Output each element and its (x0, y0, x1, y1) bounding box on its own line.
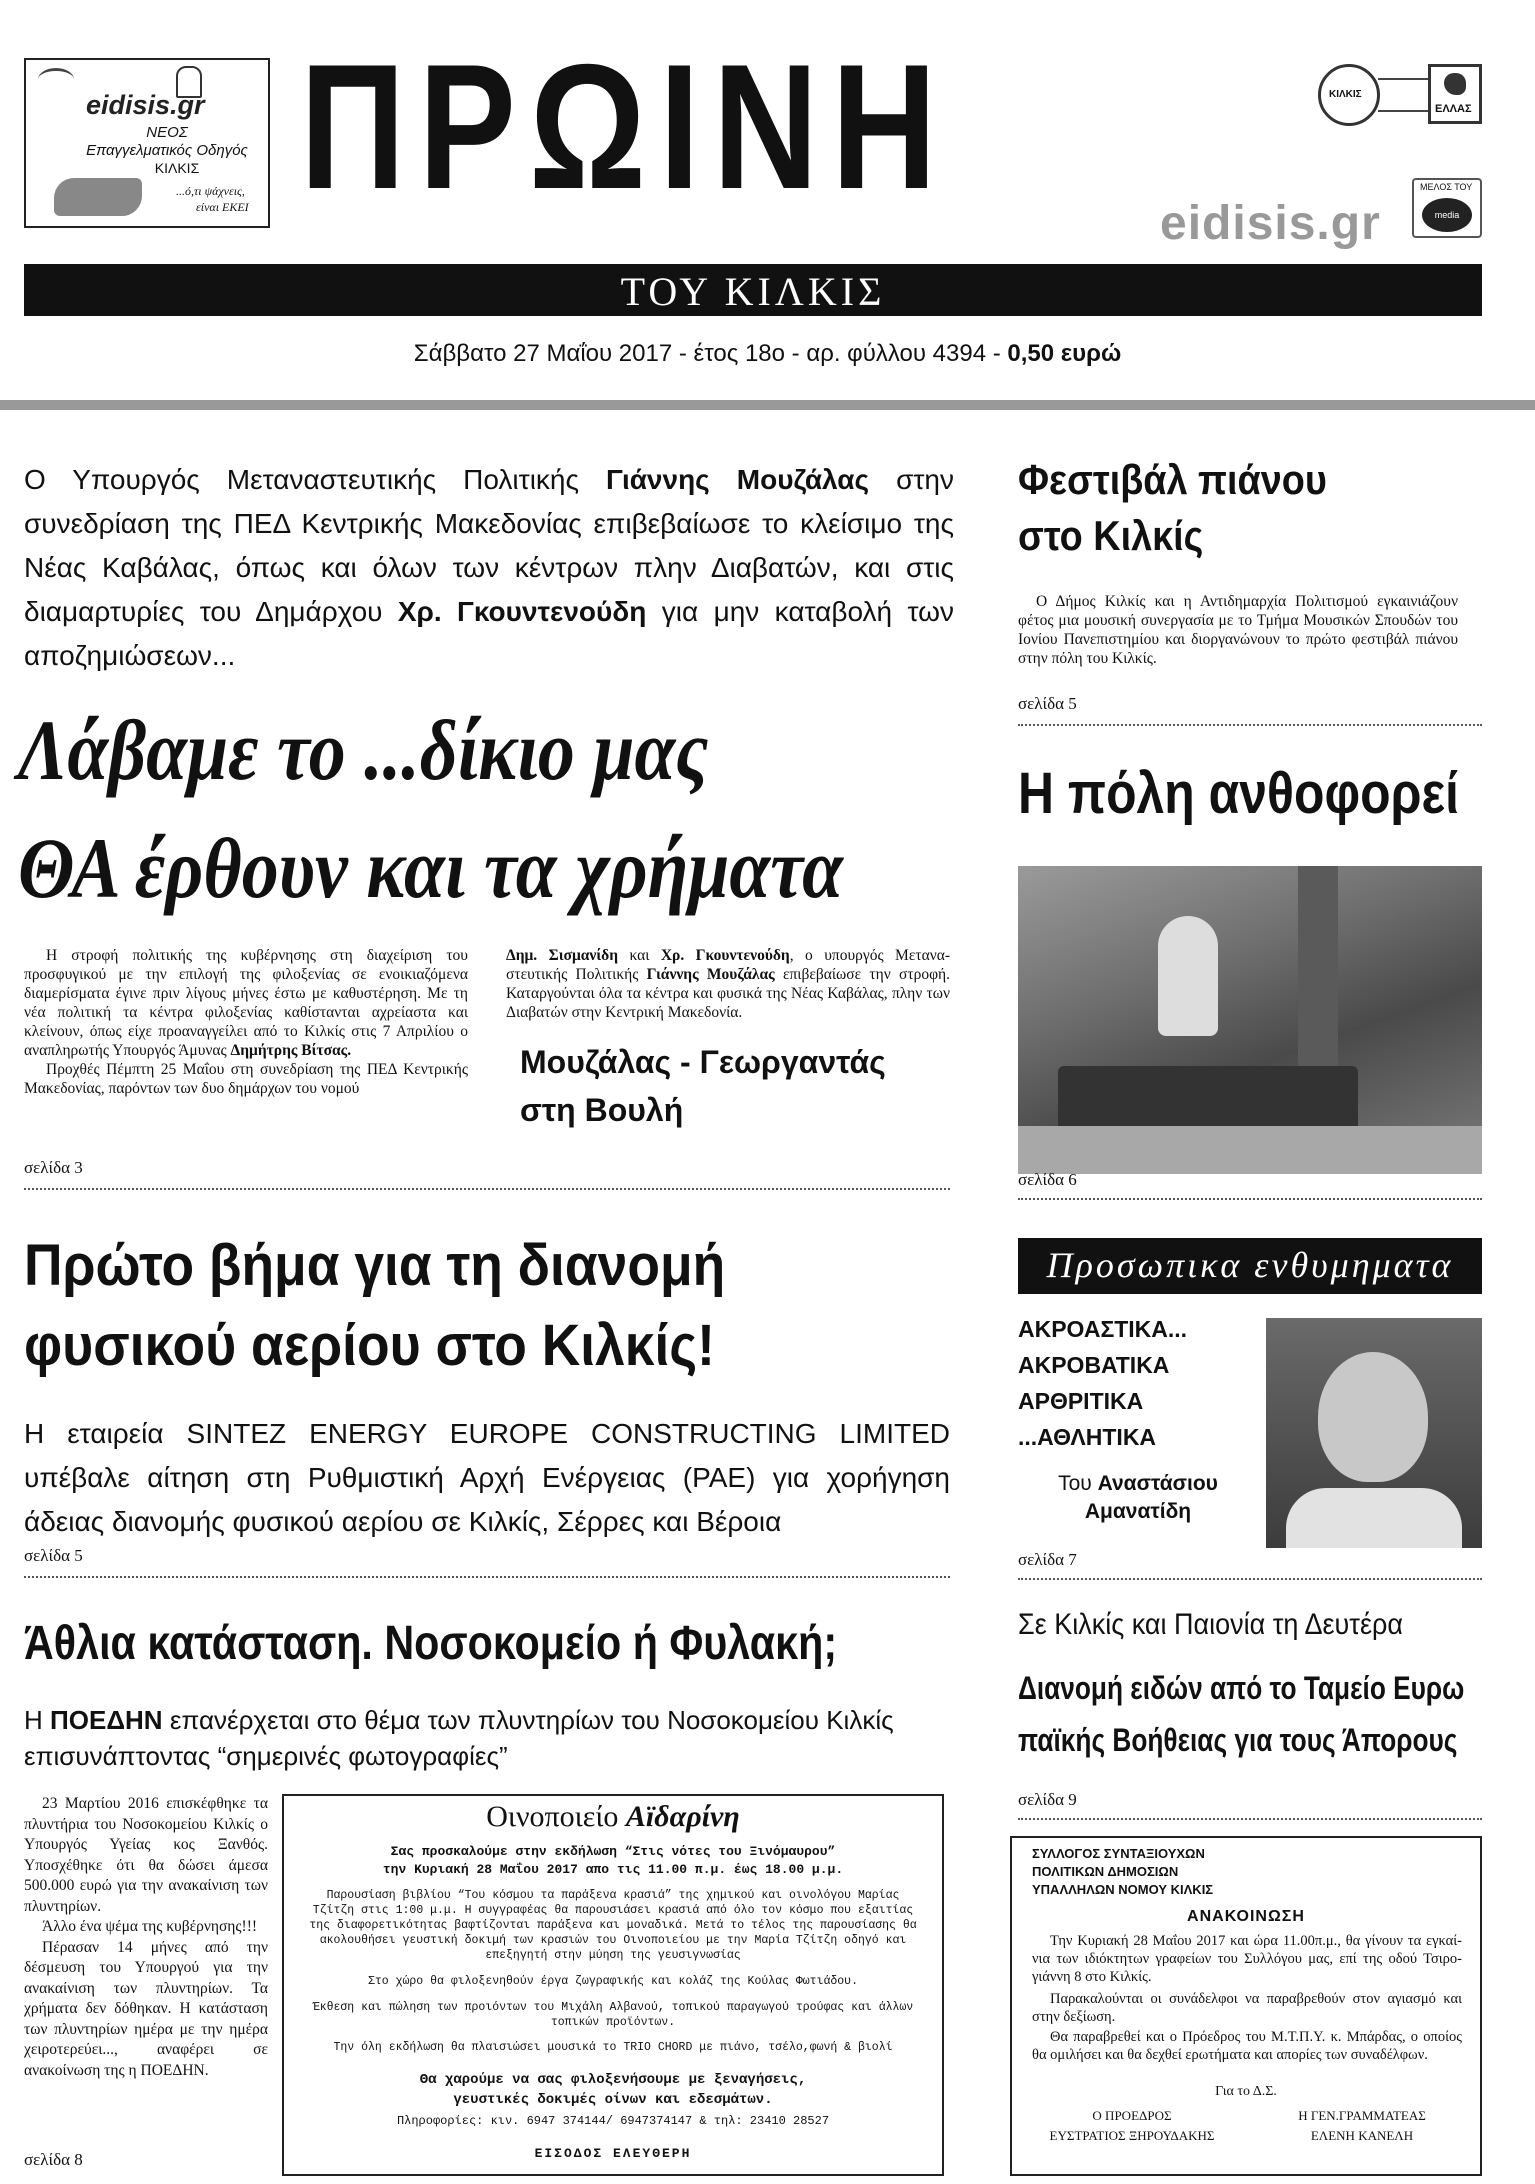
hospital-body (24, 1794, 268, 2081)
lead-col2 (506, 946, 950, 1022)
column-author-prefix: Του (1058, 1472, 1098, 1495)
stamp-hellas-icon (1428, 64, 1482, 124)
site-watermark: eidisis.gr (1160, 197, 1381, 250)
distribution-headline-2: παϊκής Βοήθειας για τους Άπορους (1018, 1722, 1458, 1758)
column-line3: ΑΡΘΡΙΤΙΚΑ (1018, 1388, 1144, 1414)
winery-entry: ΕΙΣΟΔΟΣ ΕΛΕΥΘΕΡΗ (534, 2146, 692, 2161)
column-line2: ΑΚΡΟΒΑΤΙΚΑ (1018, 1352, 1170, 1378)
column-divider (1018, 1578, 1482, 1580)
festival-body: Ο Δήμος Κιλκίς και η Αντιδημαρχία Πολιτισμού εγκαινιάζουν φέτος μια μουσική συνεργασία με το Τμήμα Μουσικών Σπουδών του Ιονίου Πανεπιστημίου και διοργανώνουν το πρώτο φεστιβάλ πιάνου στην πόλη του Κιλκίς. (1018, 593, 1458, 667)
festival-headline-2: στο Κιλκίς (1018, 512, 1204, 559)
festival-page-ref[interactable]: σελίδα 5 (1018, 694, 1077, 713)
logo-line2: Επαγγελματικός Οδηγός (86, 142, 248, 159)
logo-line3: ΚΙΛΚΙΣ (154, 160, 200, 176)
logo-line5: είναι ΕΚΕΙ (196, 200, 249, 214)
gas-divider (24, 1576, 950, 1578)
portrait-shirt (1286, 1488, 1462, 1548)
member-label: ΜΕΛΟΣ ΤΟΥ (1420, 182, 1473, 192)
lead-intro-name1: Γιάννης Μουζάλας (606, 464, 870, 495)
winery-contact: Πληροφορίες: κιν. 6947 374144/ 6947374147 & τηλ: 23410 28527 (396, 2114, 830, 2128)
winery-title (284, 1800, 942, 1834)
gas-body: Η εταιρεία SINTEZ ENERGY EUROPE CONSTRUCTING LIMITED υπέβαλε αίτηση στη Ρυθμιστική Αρχή Ενέργειας (ΡΑΕ) για χορήγηση άδειας διανομής φυσικού αερίου σε Κιλκίς, Σέρρες και Βέροια (24, 1418, 950, 1537)
union-org-3: ΥΠΑΛΛΗΛΩΝ ΝΟΜΟΥ ΚΙΛΚΙΣ (1032, 1882, 1214, 1897)
member-logo: media (1422, 198, 1472, 232)
www-arc (38, 68, 74, 91)
hospital-body-2: Άλλο ένα ψέμα της κυβέρνησης!!! (42, 1918, 258, 1935)
column-banner-text: Προσωπικα ενθυμηματα (1046, 1245, 1454, 1285)
photo-person (1158, 916, 1218, 1036)
hospital-intro-a: Η (24, 1705, 50, 1735)
lead-intro-name2: Χρ. Γκουντενούδη (397, 596, 647, 627)
hospital-headline: Άθλια κατάσταση. Νοσοκομείο ή Φυλακή; (24, 1617, 838, 1670)
photo-pavement (1018, 1126, 1482, 1174)
member-box (1412, 178, 1482, 238)
hospital-intro-org: ΠΟΕΔΗΝ (50, 1705, 163, 1735)
union-org-2: ΠΟΛΙΤΙΚΩΝ ΔΗΜΟΣΙΩΝ (1032, 1864, 1179, 1879)
lead-col1-text: Η στροφή πολιτικής της κυβέρνησης στη διαχείριση του προσφυγικού με την επιλογή της φιλοξενίας σε ενοικιαζόμενα διαμερίσματα έγινε πριν λίγους μήνες έστω με καθυστέρηση. Με τη νέα πολιτική τα κέντρα φιλοξενίας καθίστανται αχρείαστα και κλείνουν, όπως είχε προαναγγείλει από το Κιλκίς στις 7 Απριλίου ο αναπληρωτής Υπουργός Άμυνας (24, 947, 468, 1059)
ad-box-eidisis[interactable] (24, 58, 270, 228)
winery-invite-2: την Κυριακή 28 Μαΐου 2017 απο τις 11.00 π.μ. έως 18.00 μ.μ. (382, 1862, 844, 1877)
column-author-last: Αμανατίδη (1084, 1500, 1192, 1523)
lead-col2-b: , ο υπουργός Μεταναστευτικής Πολιτικής (506, 947, 950, 983)
winery-ad[interactable] (282, 1794, 944, 2176)
union-name-left: ΕΥΣΤΡΑΤΙΟΣ ΞΗΡΟΥΔΑΚΗΣ (1049, 2128, 1215, 2143)
winery-invite-1: Σας προσκαλούμε στην εκδήλωση “Στις νότες του Ξινόμαυρου” (390, 1844, 836, 1859)
lead-subhead-2: στη Βουλή (520, 1092, 684, 1128)
portrait-face (1318, 1352, 1428, 1482)
column-author-first: Αναστάσιου (1097, 1472, 1218, 1495)
dateline-text: Σάββατο 27 Μαΐου 2017 - έτος 18ο - αρ. φύλλου 4394 - (413, 340, 1001, 367)
distribution-kicker: Σε Κιλκίς και Παιονία τη Δευτέρα (1018, 1608, 1403, 1641)
winery-title-b: Αϊδαρίνη (625, 1800, 740, 1833)
city-page-ref[interactable]: σελίδα 6 (1018, 1170, 1077, 1189)
masthead-rule (0, 400, 1535, 410)
logo-site: eidisis.gr (86, 90, 205, 120)
union-p1: Την Κυριακή 28 Μαΐου 2017 και ώρα 11.00π.μ., θα γίνουν τα εγκαίνια των ιδιόκτητων γραφείων του Συλλόγου μας, επί της οδού Τσιρογιάννη 8 στο Κιλκίς. (1032, 1933, 1462, 1985)
hellas-bird-icon (1444, 73, 1466, 95)
union-name-right: ΕΛΕΝΗ ΚΑΝΕΛΗ (1310, 2128, 1414, 2143)
hospital-intro-b: επανέρχεται στο θέμα των πλυντηρίων του Νοσοκομείου Κιλκίς επισυνάπτοντας “σημερινές φωτογραφίες” (24, 1705, 894, 1771)
lead-intro (24, 458, 954, 678)
handshake-icon (54, 178, 142, 216)
logo-line1: ΝΕΟΣ (146, 124, 188, 141)
union-title: ΑΝΑΚΟΙΝΩΣΗ (1187, 1908, 1305, 1925)
stamp-kilkis-text: ΚΙΛΚΙΣ (1329, 89, 1362, 100)
union-role-left: Ο ΠΡΟΕΔΡΟΣ (1092, 2108, 1172, 2123)
column-line1: ΑΚΡΟΑΣΤΙΚΑ... (1018, 1316, 1188, 1342)
gas-headline-2: φυσικού αερίου στο Κιλκίς! (24, 1313, 715, 1378)
distribution-headline-1: Διανομή ειδών από το Ταμείο Ευρω (1018, 1670, 1465, 1706)
union-notice (1010, 1836, 1482, 2176)
logo-line4: ...ό,τι ψάχνεις, (176, 184, 245, 198)
stamp-hellas-text: ΕΛΛΑΣ (1435, 103, 1472, 115)
winery-p1: Παρουσίαση βιβλίου “Του κόσμου τα παράξενα κρασιά” της χημικού και οινολόγου Μαρίας Τζίτζη στις 1:00 μ.μ. Η συγγραφέας θα παρουσιάσει κρασιά από όλο τον κόσμο που εξαιτίας της διαφορετικότητας βαφτίζονται παράξενα και μοναδικά. Μετά το τέλος της παρουσίασης θα ακολουθήσει γευστική δοκιμή των κρασιών του Οινοποιείου με την Μαρία Τζίτζη οδηγό και επεξηγητή στην μύηση της γευσιγνωσίας (309, 1889, 917, 1962)
union-p3: Θα παραβρεθεί και ο Πρόεδρος του Μ.Τ.Π.Υ. κ. Μπάρδας, ο οποίος θα ομιλήσει και θα δεχθεί ερωτήματα και απορίες των συναδέλφων. (1032, 2029, 1462, 2063)
postmark-lines (1378, 78, 1428, 112)
festival-divider (1018, 724, 1482, 726)
column-banner (1018, 1238, 1482, 1294)
union-role-right: Η ΓΕΝ.ΓΡΑΜΜΑΤΕΑΣ (1298, 2108, 1426, 2123)
city-photo (1018, 866, 1482, 1174)
column-author (1018, 1470, 1258, 1526)
gas-headline-1: Πρώτο βήμα για τη διανομή (24, 1233, 726, 1298)
author-portrait (1266, 1318, 1482, 1548)
city-divider (1018, 1198, 1482, 1200)
dateline (0, 340, 1535, 368)
lead-col2-name1: Δημ. Σισμανίδη (506, 947, 619, 964)
hospital-intro (24, 1702, 950, 1774)
winery-closing-2: γευστικές δοκιμές οίνων και εδεσμάτων. (453, 2092, 773, 2108)
city-headline: Η πόλη ανθοφορεί (1018, 761, 1459, 826)
column-page-ref[interactable]: σελίδα 7 (1018, 1550, 1077, 1569)
winery-p2: Στο χώρο θα φιλοξενηθούν έργα ζωγραφικής και κολάζ της Κούλας Φωτιάδου. (368, 1975, 858, 1988)
lead-col1-name: Δημήτρης Βίτσας. (230, 1042, 352, 1059)
hospital-body-1: 23 Μαρτίου 2016 επισκέφθηκε τα πλυντήρια του Νοσοκομείου Κιλκίς ο Υπουργός Υγείας κος Ξανθός. Υποσχέθηκε ότι θα δώσει άμεσα 500.000 ευρώ για την ανακαίνιση των πλυντηρίων. (24, 1795, 268, 1915)
subtitle: ΤΟΥ ΚΙΛΚΙΣ (620, 269, 886, 314)
hospital-body-3: Πέρασαν 14 μήνες από την δέσμευση του Υπουργού για την ανακαίνιση των πλυντηρίων. Τα χρήματα δεν δόθηκαν. Η κατάσταση των πλυντηρίων ημέρα με την ημέρα χειροτερεύει..., αναφέρει σε ανακοίνωση της η ΠΟΕΔΗΝ. (24, 1938, 268, 2079)
lead-page-ref[interactable]: σελίδα 3 (24, 1158, 83, 1177)
subtitle-bar (24, 264, 1482, 316)
union-org-1: ΣΥΛΛΟΓΟΣ ΣΥΝΤΑΞΙΟΥΧΩΝ (1032, 1846, 1205, 1861)
stamp-kilkis-icon (1318, 64, 1380, 126)
lead-headline-1: Λάβαμε το ...δίκιο μας (18, 702, 709, 798)
lead-col1-text-b: Προχθές Πέμπτη 25 Μαΐου στη συνεδρίαση της ΠΕΔ Κεντρικής Μακεδονίας, παρόντων των δυο δημάρχων του νομού (24, 1061, 468, 1097)
distribution-divider (1018, 1818, 1482, 1820)
lead-col2-name2: Χρ. Γκουντενούδη (660, 947, 790, 964)
lead-intro-3: για μην καταβολή των αποζημιώσεων... (24, 596, 954, 671)
union-for: Για το Δ.Σ. (1215, 2084, 1277, 2099)
price: 0,50 ευρώ (1007, 340, 1122, 367)
winery-title-a: Οινοποιείο (486, 1800, 626, 1833)
lead-divider (24, 1188, 950, 1190)
lead-col2-c: επιβεβαίωσε την στροφή. Καταργούνται όλα τα κέντρα και φυσικά της Νέας Καβάλας, πλην των Διαβατών στην Κεντρική Μακεδονία. (506, 966, 950, 1021)
winery-p3: Έκθεση και πώληση των προιόντων του Μιχάλη Αλβανού, τοπικού παραγωγού τρούφας και άλλων τοπικών προϊόντων. (312, 2001, 914, 2029)
lead-intro-1: Ο Υπουργός Μεταναστευτικής Πολιτικής (24, 464, 607, 495)
union-p2: Παρακαλούνται οι συνάδελφοι να παραβρεθούν στον αγιασμό και στην δεξίωση. (1032, 1991, 1462, 2025)
winery-p4: Την όλη εκδήλωση θα πλαισιώσει μουσικά το TRIO CHORD με πιάνο, τσέλο,φωνή & βιολί (333, 2041, 893, 2054)
lead-subhead-1: Μουζάλας - Γεωργαντάς (520, 1044, 886, 1080)
festival-headline-1: Φεστιβάλ πιάνου (1018, 456, 1327, 503)
lead-intro-2: στην συνεδρίαση της ΠΕΔ Κεντρικής Μακεδονίας επιβεβαίωσε το κλείσιμο της Νέας Καβάλας, όπως και όλων των κέντρων πλην Διαβατών, και στις διαμαρτυρίες του Δημάρχου (24, 464, 954, 627)
column-line4: ...ΑΘΛΗΤΙΚΑ (1018, 1424, 1157, 1450)
lead-col2-a: και (618, 947, 661, 964)
lead-headline-2: ΘΑ έρθουν και τα χρήματα (18, 820, 844, 916)
newspaper-title: ΠΡΩΙΝΗ (300, 27, 950, 226)
hospital-page-ref[interactable]: σελίδα 8 (24, 2150, 83, 2169)
distribution-page-ref[interactable]: σελίδα 9 (1018, 1790, 1077, 1809)
gas-page-ref[interactable]: σελίδα 5 (24, 1546, 83, 1565)
lead-col1 (24, 946, 468, 1098)
winery-closing-1: Θα χαρούμε να σας φιλοξενήσουμε με ξεναγήσεις, (419, 2072, 807, 2088)
lead-col2-name3: Γιάννης Μουζάλας (646, 966, 775, 983)
